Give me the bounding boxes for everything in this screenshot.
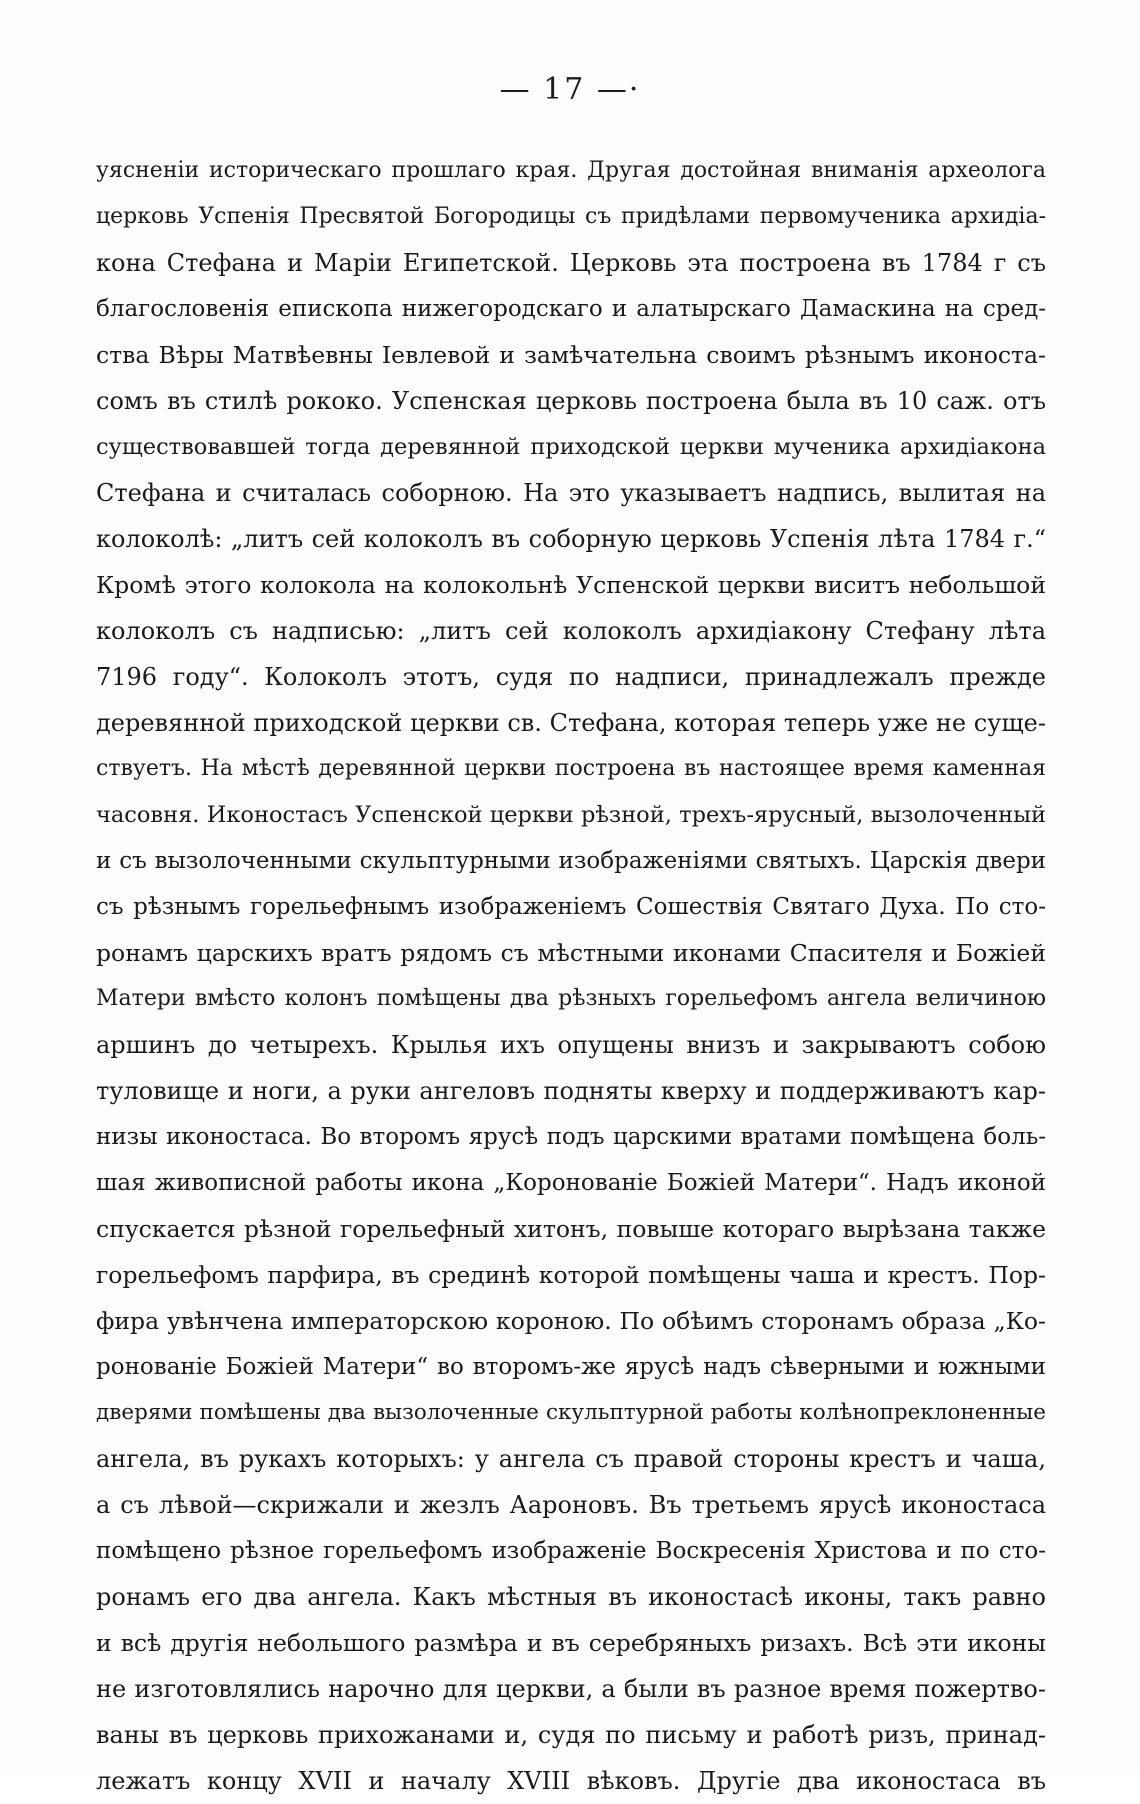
text-line: существовавшей тогда деревянной приходской церкви мученика архидіакона (96, 434, 1046, 460)
text-line: Стефана и считалась соборною. На это указываетъ надпись, вылитая на (96, 479, 1046, 507)
text-line: спускается рѣзной горельефный хитонъ, повыше котораго вырѣзана также (96, 1215, 1046, 1243)
text-line: церковь Успенія Пресвятой Богородицы съ придѣлами первомученика архидіа- (96, 204, 1046, 229)
text-line: лежатъ концу XVII и началу XVIII вѣковъ. Другіе два иконостаса въ (96, 1767, 1046, 1795)
text-line: кона Стефана и Маріи Египетской. Церковь эта построена въ 1784 г съ (96, 249, 1046, 277)
text-line: шая живописной работы икона „Коронованіе Божіей Матери“. Надъ иконой (96, 1170, 1046, 1196)
text-line: Матери вмѣсто колонъ помѣщены два рѣзныхъ горельефомъ ангела величиною (96, 986, 1046, 1011)
text-line: фира увѣнчена императорскою короною. По обѣимъ сторонамъ образа „Ко- (96, 1307, 1046, 1335)
text-line: аршинъ до четырехъ. Крылья ихъ опущены внизъ и закрываютъ собою (96, 1031, 1046, 1059)
text-line: туловище и ноги, а руки ангеловъ подняты кверху и поддерживаютъ кар- (96, 1077, 1046, 1105)
text-line: ствуетъ. На мѣстѣ деревянной церкви построена въ настоящее время каменная (96, 756, 1046, 781)
text-line: деревянной приходской церкви св. Стефана, которая теперь уже не суще- (96, 709, 1046, 737)
text-line: часовня. Иконостасъ Успенской церкви рѣзной, трехъ-ярусный, вызолоченный (96, 802, 1046, 828)
text-line: ваны въ церковь прихожанами и, судя по письму и работѣ ризъ, принад- (96, 1721, 1046, 1749)
text-line: ронамъ его два ангела. Какъ мѣстныя въ иконостасѣ иконы, такъ равно (96, 1583, 1046, 1611)
text-line: горельефомъ парфира, въ срединѣ которой помѣщены чаша и крестъ. Пор- (96, 1261, 1046, 1289)
text-line: низы иконостаса. Во второмъ ярусѣ подъ царскими вратами помѣщена боль- (96, 1124, 1046, 1150)
text-line: 7196 году“. Колоколъ этотъ, судя по надписи, принадлежалъ прежде (96, 663, 1046, 691)
text-line: а съ лѣвой—скрижали и жезлъ Аароновъ. Въ третьемъ ярусѣ иконостаса (96, 1491, 1046, 1519)
text-line: благословенія епископа нижегородскаго и алатырскаго Дамаскина на сред- (96, 296, 1046, 322)
body-text (96, 148, 1046, 1804)
page-number: — 17 —· (499, 72, 641, 107)
text-line: помѣщено рѣзное горельефомъ изображеніе Воскресенія Христова и по сто- (96, 1538, 1046, 1564)
text-line: съ рѣзнымъ горельефнымъ изображеніемъ Сошествія Святаго Духа. По сто- (96, 894, 1046, 920)
text-line: не изготовлялись нарочно для церкви, а были въ разное время пожертво- (96, 1675, 1046, 1703)
text-line: дверями помѣшены два вызолоченные скульптурной работы колѣнопреклоненные (96, 1400, 1046, 1425)
text-line: сомъ въ стилѣ рококо. Успенская церковь построена была въ 10 саж. отъ (96, 387, 1046, 415)
text-line: ронованіе Божіей Матери“ во второмъ-же ярусѣ надъ сѣверными и южными (96, 1354, 1046, 1380)
text-line: Кромѣ этого колокола на колокольнѣ Успенской церкви виситъ небольшой (96, 571, 1046, 599)
text-line: ства Вѣры Матвѣевны Іевлевой и замѣчательна своимъ рѣзнымъ иконоста- (96, 341, 1046, 369)
text-line: уясненіи историческаго прошлаго края. Другая достойная вниманія археолога (96, 158, 1046, 183)
text-line: колоколѣ: „литъ сей колоколъ въ соборную церковь Успенія лѣта 1784 г.“ (96, 525, 1046, 553)
text-line: ангела, въ рукахъ которыхъ: у ангела съ правой стороны крестъ и чаша, (96, 1445, 1046, 1473)
text-line: колоколъ съ надписью: „литъ сей колоколъ архидіакону Стефану лѣта (96, 617, 1046, 645)
text-line: и всѣ другія небольшого размѣра и въ серебряныхъ ризахъ. Всѣ эти иконы (96, 1629, 1046, 1657)
text-line: ронамъ царскихъ вратъ рядомъ съ мѣстными иконами Спасителя и Божіей (96, 939, 1046, 967)
text-line: и съ вызолоченными скульптурными изображеніями святыхъ. Царскія двери (96, 848, 1046, 874)
